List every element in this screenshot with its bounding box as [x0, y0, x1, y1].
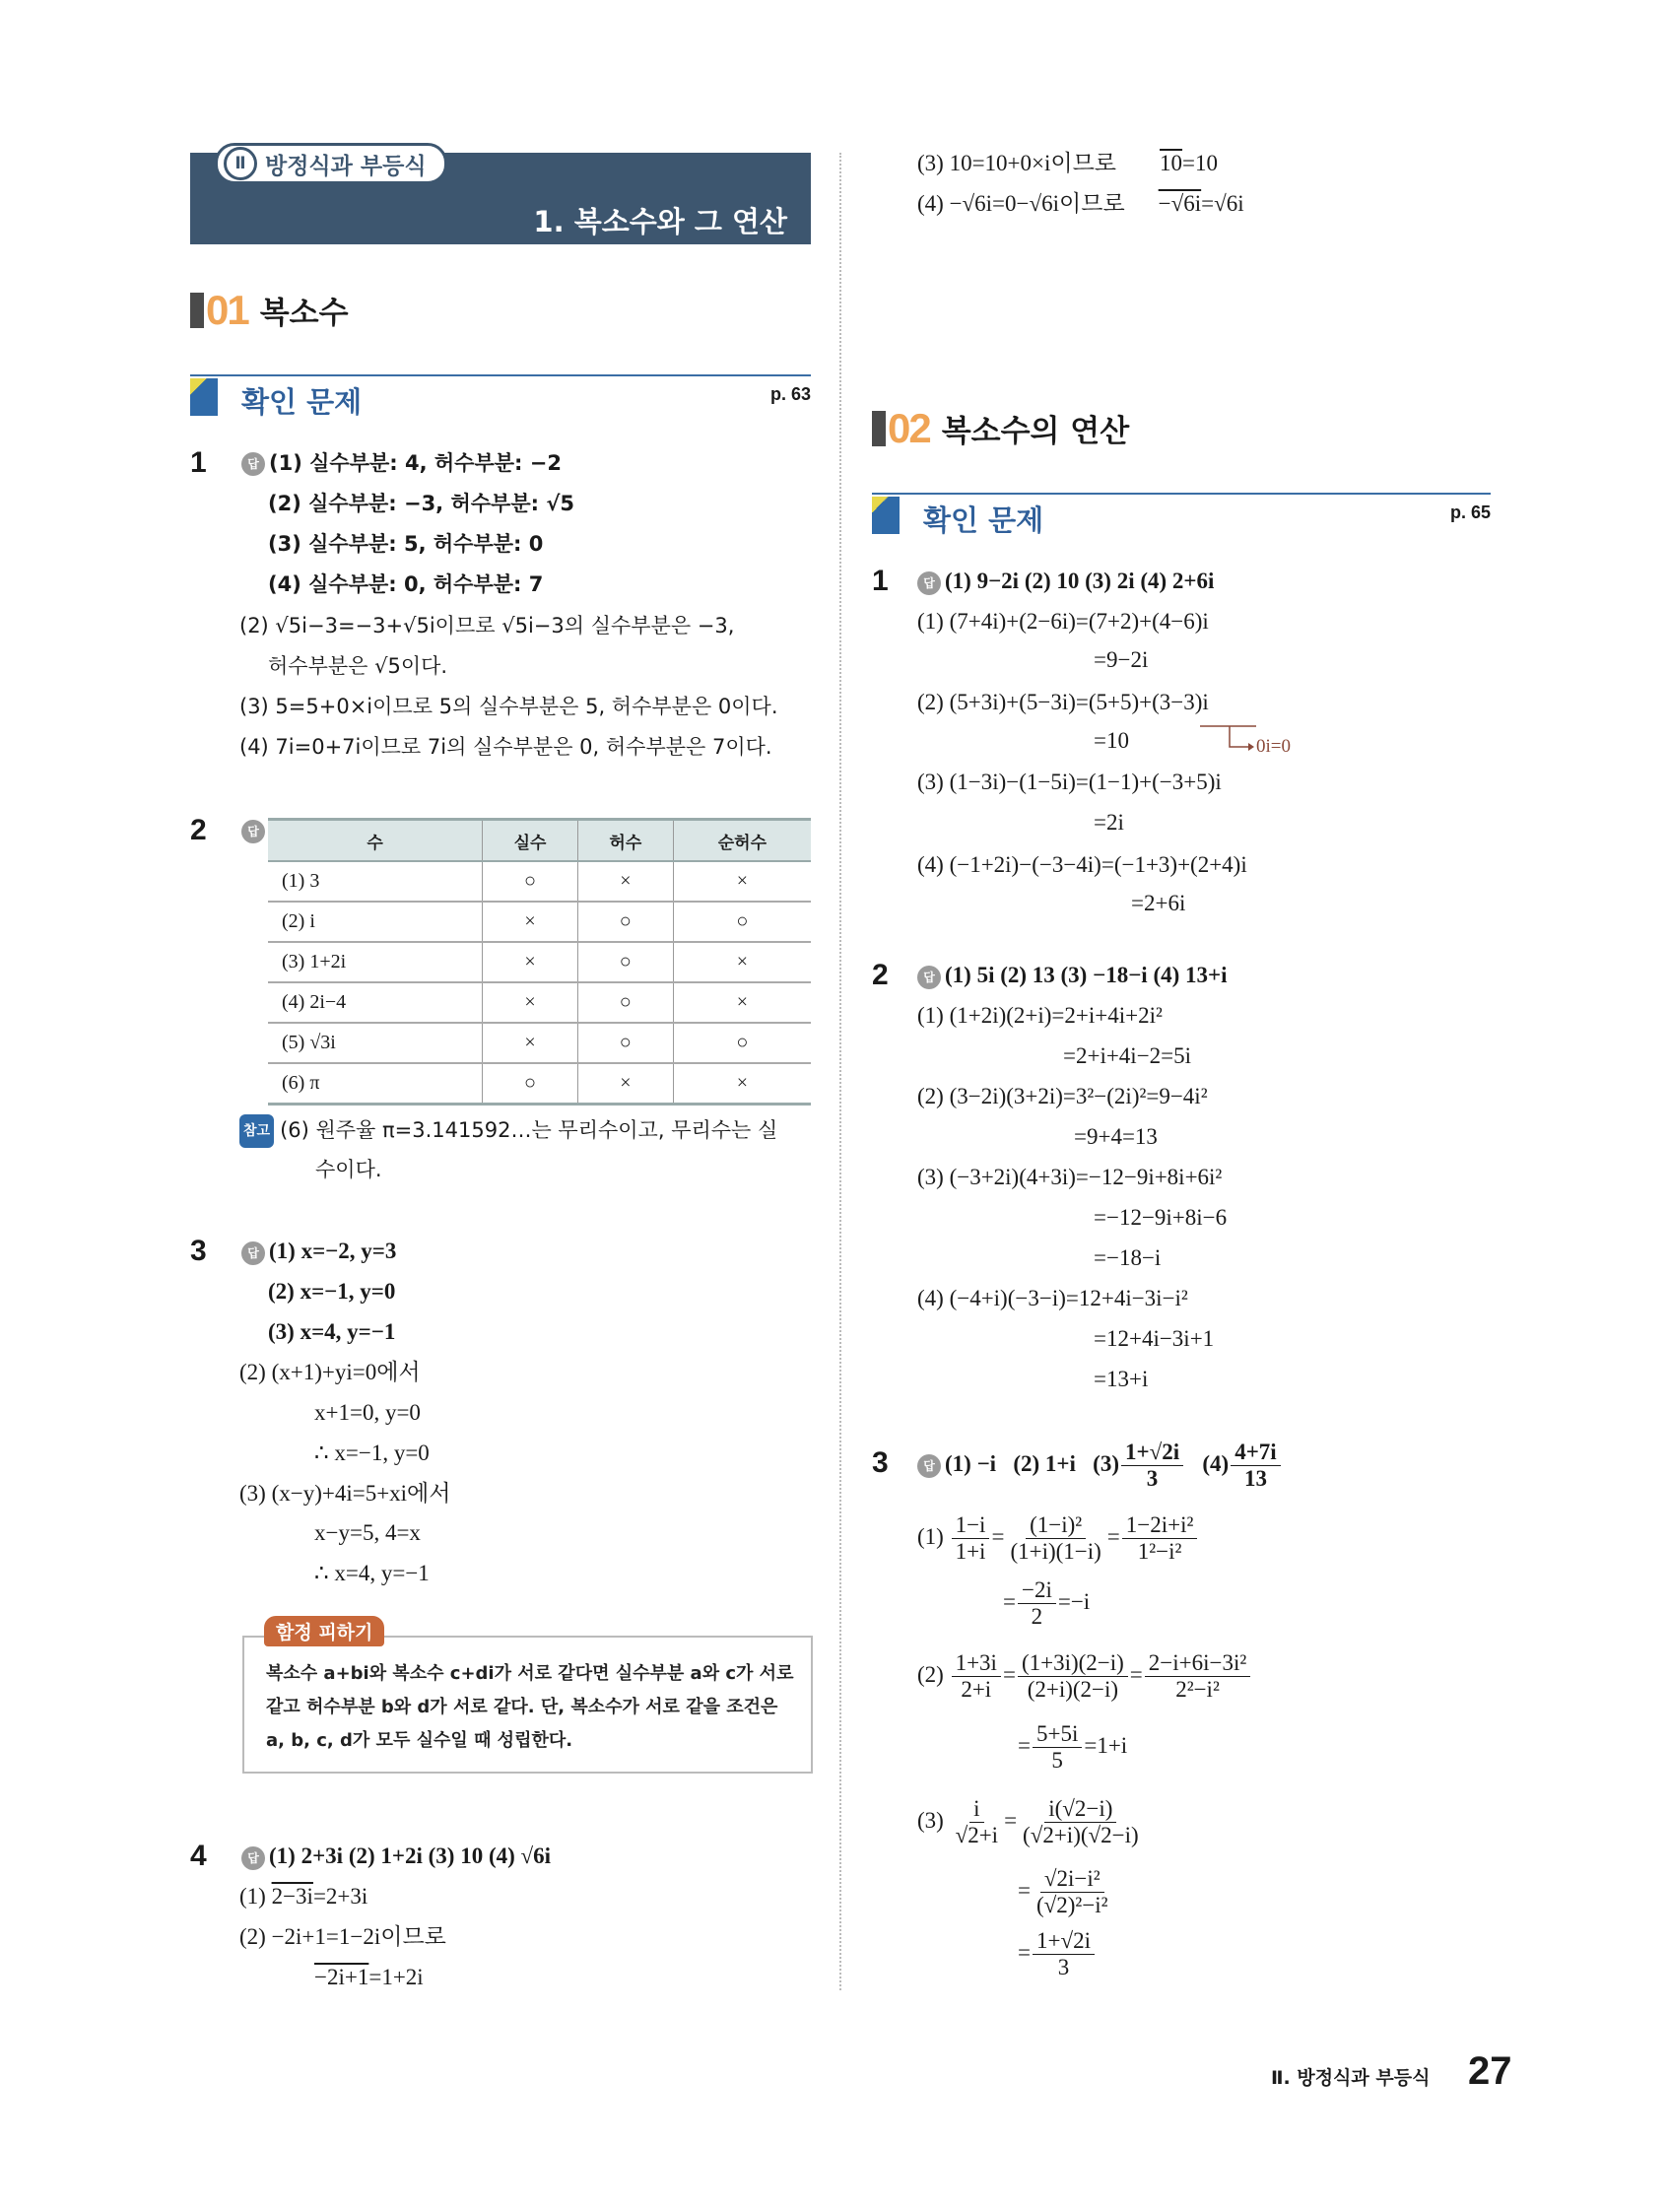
answer-icon: 답 [241, 452, 265, 476]
answer-icon: 답 [241, 1241, 265, 1265]
fraction [952, 1796, 1002, 1848]
explanation-line: (3) (x−y)+4i=5+xi에서 [239, 1481, 451, 1506]
explanation-line: =9+4=13 [1074, 1124, 1158, 1149]
answer-label: (4) [1202, 1451, 1230, 1476]
mark-cell: ○ [483, 1063, 578, 1105]
answer-line: (2) 실수부분: −3, 허수부분: √5 [268, 492, 574, 515]
denominator: (1+i)(1−i) [1010, 1539, 1101, 1565]
check-problems-header [190, 374, 811, 420]
denominator: (√2+i)(√2−i) [1023, 1823, 1139, 1848]
equals: = [1129, 1662, 1143, 1687]
mark-cell: × [673, 942, 811, 982]
explanation-line: (2) √5i−3=−3+√5i이므로 √5i−3의 실수부분은 −3, [239, 614, 735, 637]
numerator: 1+√2i [1033, 1928, 1095, 1955]
mark-cell: × [483, 902, 578, 942]
explanation-line [917, 1793, 1145, 1848]
column-header: 수 [268, 820, 483, 862]
answer-text: (1) 실수부분: 4, 허수부분: −2 [269, 451, 562, 475]
table-header-row [268, 820, 811, 862]
fraction [1033, 1928, 1095, 1980]
fraction [952, 1512, 990, 1565]
explanation-line: =12+4i−3i+1 [1094, 1326, 1215, 1351]
explanation-line: (2) (5+3i)+(5−3i)=(5+5)+(3−3)i [917, 690, 1209, 714]
answer-line: (2) x=−1, y=0 [268, 1279, 396, 1304]
denominator: 1²−i² [1137, 1539, 1182, 1565]
text: (3) 10=10+0×i이므로 [917, 151, 1117, 175]
table-row [268, 861, 811, 902]
note-line [239, 1114, 777, 1148]
mark-cell: ○ [673, 902, 811, 942]
answer-icon: 답 [241, 1846, 265, 1870]
numerator: (1+3i)(2−i) [1018, 1650, 1128, 1677]
column-header: 실수 [483, 820, 578, 862]
answer-line [241, 448, 562, 478]
check-problems-label: 확인 문제 [923, 503, 1044, 537]
check-problems-header [872, 493, 1491, 538]
note-line: 수이다. [315, 1158, 382, 1181]
denominator: 13 [1243, 1466, 1267, 1492]
denominator: 2²−i² [1175, 1677, 1220, 1703]
equals: = [1106, 1524, 1120, 1549]
page-reference: p. 63 [769, 384, 811, 404]
text: =10 [1182, 151, 1219, 175]
conjugate: −2i+1 [314, 1965, 369, 1989]
explanation-line: x+1=0, y=0 [314, 1400, 421, 1425]
explanation-line: (3) (1−3i)−(1−5i)=(1−1)+(−3+5)i [917, 770, 1222, 794]
problem-number: 3 [190, 1235, 207, 1267]
mark-cell: × [483, 942, 578, 982]
fraction [1018, 1650, 1128, 1703]
number-cell: (4) 2i−4 [268, 982, 483, 1023]
section-heading-02 [872, 406, 1129, 450]
page-number: 27 [1468, 2049, 1512, 2093]
denominator: 2+i [961, 1677, 992, 1703]
section-marker [872, 411, 886, 446]
explanation-line: ∴ x=4, y=−1 [314, 1561, 430, 1585]
mark-cell: ○ [577, 1023, 673, 1063]
explanation-line: =−12−9i+8i−6 [1094, 1205, 1228, 1230]
explanation-line: (4) 7i=0+7i이므로 7i의 실수부분은 0, 허수부분은 7이다. [239, 735, 772, 759]
mark-cell: ○ [577, 902, 673, 942]
explanation-line: x−y=5, 4=x [314, 1520, 421, 1545]
column-header: 허수 [577, 820, 673, 862]
explanation-line [917, 1509, 1199, 1565]
answer-line [917, 567, 1214, 596]
check-problem-icon [872, 497, 900, 534]
problem-number: 2 [190, 814, 207, 846]
number-classification-table [268, 818, 811, 1106]
chapter-number: Ⅱ [224, 147, 257, 180]
explanation-line: =2+i+4i−2=5i [1063, 1043, 1192, 1068]
label: (1) [917, 1524, 944, 1549]
answer-line [917, 1437, 1283, 1492]
mark-cell: ○ [673, 1023, 811, 1063]
annotation-arrow-icon [1197, 723, 1256, 753]
numerator: (1−i)² [1026, 1512, 1086, 1539]
mark-cell: × [483, 1023, 578, 1063]
result: =−i [1057, 1589, 1091, 1614]
explanation-line: 허수부분은 √5이다. [268, 654, 448, 678]
answer-line [241, 1842, 551, 1871]
number-cell: (6) π [268, 1063, 483, 1105]
numerator: 1−i [952, 1512, 990, 1539]
mark-cell: × [483, 982, 578, 1023]
answer-text: (1) −i [945, 1451, 997, 1476]
explanation-line: ∴ x=−1, y=0 [314, 1441, 430, 1465]
equals: = [1004, 1808, 1018, 1833]
number-cell: (2) i [268, 902, 483, 942]
conjugate: −√6i [1158, 191, 1202, 216]
explanation-line [1018, 1863, 1114, 1918]
problem-number: 2 [872, 959, 889, 991]
section-title: 복소수 [259, 296, 349, 331]
answer-icon: 답 [917, 966, 941, 989]
table-row [268, 1023, 811, 1063]
explanation-line: =13+i [1094, 1367, 1149, 1391]
answer-icon: 답 [917, 571, 941, 595]
conjugate: 2−3i [271, 1884, 313, 1909]
explanation-line: (3) 5=5+0×i이므로 5의 실수부분은 5, 허수부분은 0이다. [239, 695, 778, 718]
section-number: 01 [206, 286, 248, 333]
answer-icon: 답 [241, 820, 265, 843]
answer-line [241, 1237, 396, 1266]
problem-number: 3 [872, 1446, 889, 1479]
explanation-line [1003, 1575, 1090, 1630]
note-icon: 참고 [239, 1114, 274, 1148]
section-heading-01 [190, 288, 349, 332]
tip-label: 함정 피하기 [264, 1616, 384, 1646]
numerator: 1−2i+i² [1122, 1512, 1198, 1539]
number-cell: (3) 1+2i [268, 942, 483, 982]
explanation-line: (3) (−3+2i)(4+3i)=−12−9i+8i+6i² [917, 1165, 1223, 1189]
explanation-line: (1) (1+2i)(2+i)=2+i+4i+2i² [917, 1003, 1163, 1028]
section-title: 복소수의 연산 [941, 414, 1130, 449]
fraction [1121, 1440, 1183, 1492]
mark-cell: × [673, 1063, 811, 1105]
conjugate: 10 [1160, 151, 1183, 175]
footer-chapter: Ⅱ. 방정식과 부등식 [1271, 2067, 1431, 2089]
explanation-line: (2) (3−2i)(3+2i)=3²−(2i)²=9−4i² [917, 1084, 1208, 1108]
mark-cell: × [577, 1063, 673, 1105]
fraction [1019, 1796, 1143, 1848]
section-marker [190, 293, 204, 328]
chapter-pill [215, 143, 447, 184]
number-cell: (1) 3 [268, 861, 483, 902]
label: (3) [917, 1808, 944, 1833]
fraction [1145, 1650, 1250, 1703]
numerator: 4+7i [1231, 1440, 1281, 1466]
answer-text: (1) x=−2, y=3 [269, 1239, 397, 1263]
answer-text: (1) 2+3i (2) 1+2i (3) 10 (4) √6i [269, 1843, 552, 1868]
mark-cell: × [673, 861, 811, 902]
mark-cell: ○ [577, 942, 673, 982]
column-divider [839, 153, 841, 1990]
numerator: 5+5i [1033, 1721, 1082, 1748]
text: =1+2i [368, 1965, 424, 1989]
answer-icon: 답 [917, 1454, 941, 1478]
answer-text: (2) 1+i [1013, 1451, 1076, 1476]
explanation-line: =10 [1094, 728, 1129, 753]
check-problems-label: 확인 문제 [241, 385, 363, 419]
problem-number: 1 [872, 565, 889, 597]
denominator: 3 [1057, 1955, 1070, 1980]
note-text: (6) 원주율 π=3.141592…는 무리수이고, 무리수는 실 [280, 1118, 778, 1142]
denominator: 5 [1051, 1748, 1063, 1774]
mark-cell: × [673, 982, 811, 1023]
mark-cell: ○ [577, 982, 673, 1023]
mark-cell: ○ [483, 861, 578, 902]
explanation-line: (2) (x+1)+yi=0에서 [239, 1360, 421, 1384]
section-title: 1. 복소수와 그 연산 [533, 205, 787, 238]
explanation-line: =2+6i [1131, 891, 1186, 915]
answer-line: (4) 실수부분: 0, 허수부분: 7 [268, 572, 544, 596]
table-row [268, 1063, 811, 1105]
equals: = [1003, 1589, 1016, 1614]
column-header: 순허수 [673, 820, 811, 862]
text: =√6i [1201, 191, 1244, 216]
explanation-line: =−18−i [1094, 1245, 1162, 1270]
numerator: 1+3i [952, 1650, 1001, 1677]
fraction [1018, 1577, 1056, 1630]
result: =1+i [1084, 1733, 1128, 1758]
numerator: i [969, 1796, 983, 1823]
explanation-line [314, 1963, 424, 1992]
explanation-line [1018, 1925, 1097, 1980]
fraction [1033, 1866, 1112, 1918]
number-cell: (5) √3i [268, 1023, 483, 1063]
denominator: (2+i)(2−i) [1027, 1677, 1119, 1703]
numerator: i(√2−i) [1044, 1796, 1116, 1823]
fraction [1006, 1512, 1104, 1565]
numerator: 1+√2i [1121, 1440, 1183, 1466]
page-reference: p. 65 [1449, 503, 1491, 522]
answer-label: (3) [1093, 1451, 1119, 1476]
denominator: 2 [1031, 1604, 1043, 1630]
section-number: 02 [888, 404, 930, 451]
equals: = [991, 1524, 1005, 1549]
answer-text: (1) 9−2i (2) 10 (3) 2i (4) 2+6i [945, 569, 1215, 593]
explanation-line: (2) −2i+1=1−2i이므로 [239, 1924, 446, 1949]
table-row [268, 902, 811, 942]
check-problem-icon [190, 378, 218, 416]
annotation-text: 0i=0 [1256, 736, 1291, 757]
problem-number: 1 [190, 446, 207, 479]
answer-line: (3) x=4, y=−1 [268, 1319, 396, 1344]
explanation-line [1018, 1718, 1127, 1774]
denominator: √2+i [955, 1823, 999, 1848]
explanation-line: (4) (−1+2i)−(−3−4i)=(−1+3)+(2+4)i [917, 852, 1247, 877]
table-row [268, 942, 811, 982]
fraction [1122, 1512, 1198, 1565]
explanation-line: (4) (−4+i)(−3−i)=12+4i−3i−i² [917, 1286, 1188, 1310]
answer-text: (1) 5i (2) 13 (3) −18−i (4) 13+i [945, 963, 1228, 987]
numerator: 2−i+6i−3i² [1145, 1650, 1250, 1677]
tip-text: 복소수 a+bi와 복소수 c+di가 서로 같다면 실수부분 a와 c가 서로 같고 허수부분 b와 d가 서로 같다. 단, 복소수가 서로 같을 조건은 a, b, c, d가 모두 실수일 때 성립한다. [266, 1663, 794, 1751]
problem-number: 4 [190, 1840, 207, 1872]
text: (4) −√6i=0−√6i이므로 [917, 191, 1125, 216]
answer-line: (3) 실수부분: 5, 허수부분: 0 [268, 532, 544, 556]
table-row [268, 982, 811, 1023]
equals: = [1018, 1733, 1031, 1758]
equals: = [1018, 1940, 1031, 1965]
answer-line [917, 961, 1228, 990]
chapter-title: 방정식과 부등식 [265, 153, 427, 179]
numerator: −2i [1018, 1577, 1056, 1604]
mark-cell: × [577, 861, 673, 902]
explanation-line [917, 149, 1218, 178]
explanation-line [917, 1647, 1252, 1703]
fraction [1231, 1440, 1281, 1492]
denominator: 3 [1146, 1466, 1159, 1492]
equals: = [1018, 1878, 1031, 1903]
explanation-line: =2i [1094, 810, 1124, 835]
label: (2) [917, 1662, 944, 1687]
text: (1) [239, 1884, 272, 1909]
fraction [1033, 1721, 1082, 1774]
denominator: 1+i [955, 1539, 986, 1565]
explanation-line [917, 189, 1244, 219]
explanation-line: (1) (7+4i)+(2−6i)=(7+2)+(4−6)i [917, 609, 1209, 634]
explanation-line: =9−2i [1094, 647, 1149, 672]
equals: = [1002, 1662, 1016, 1687]
fraction [952, 1650, 1001, 1703]
explanation-line [239, 1882, 367, 1911]
text: =2+3i [312, 1884, 368, 1909]
denominator: (√2)²−i² [1035, 1893, 1108, 1918]
numerator: √2i−i² [1040, 1866, 1104, 1893]
